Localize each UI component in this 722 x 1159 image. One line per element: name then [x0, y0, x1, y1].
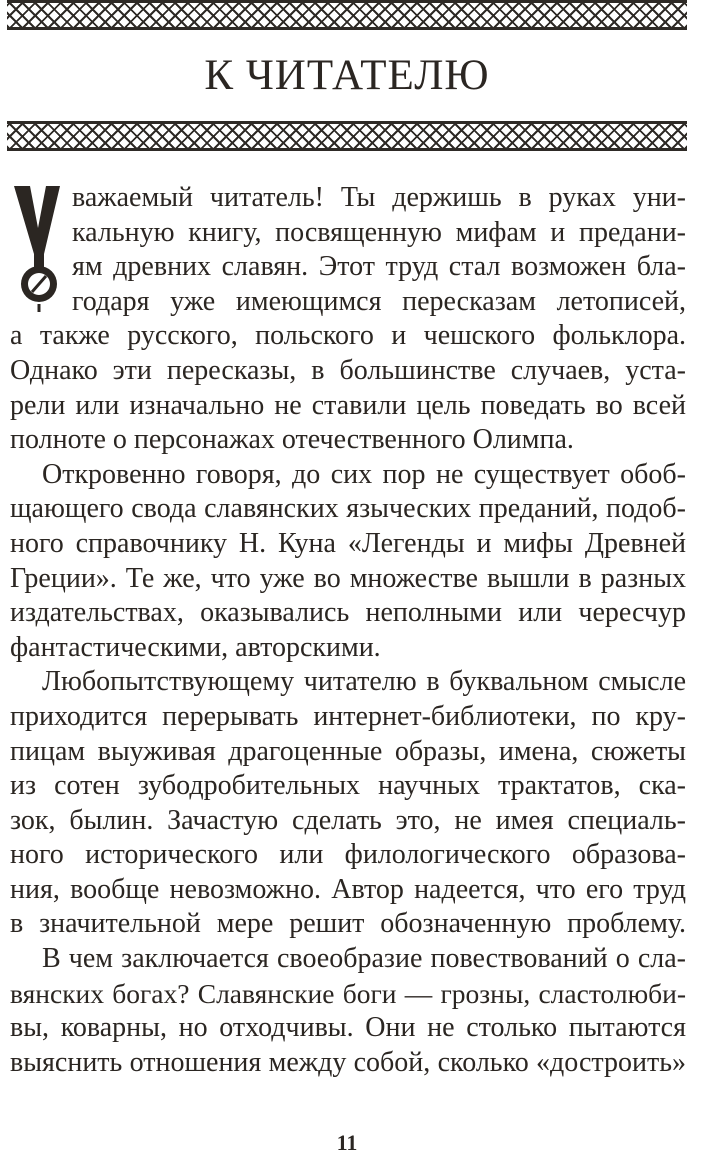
text-line: Греции». Те же, что уже во множестве вышли в разных	[10, 562, 686, 594]
text-line: ния, вообще невозможно. Автор надеется, что его труд	[10, 873, 686, 905]
text-line: Однако эти пересказы, в большинстве случаев, уста-	[10, 354, 686, 386]
text-line: Любопытствующему читателю в буквальном смысле	[42, 666, 686, 698]
paragraph-3	[10, 665, 686, 942]
text-line: пицам выуживая драгоценные образы, имена, сюжеты	[10, 735, 686, 767]
paragraph-4	[10, 942, 686, 1080]
text-line: в значительной мере решит обозначенную проблему.	[10, 908, 686, 940]
top-ornament-band	[7, 0, 687, 30]
text-line: полноте о персонажах отечественного Олимпа.	[10, 424, 574, 456]
text-line: рели или изначально не ставили цель поведать во всей	[10, 389, 686, 421]
text-line: щающего свода славянских языческих преданий, подоб-	[10, 493, 686, 525]
text-line: из сотен зубодробительных научных трактатов, ска-	[10, 770, 686, 802]
text-line: ного справочнику Н. Куна «Легенды и мифы Древней	[10, 527, 686, 559]
paragraph-2	[10, 458, 686, 666]
text-line: вы, коварны, но отходчивы. Они не столько пытаются	[10, 1012, 686, 1044]
text-line: Откровенно говоря, до сих пор не существует обоб-	[42, 458, 686, 490]
body-text	[10, 181, 686, 1080]
page-title: К ЧИТАТЕЛЮ	[204, 52, 490, 99]
text-line: В чем заключается своеобразие повествований о сла-	[42, 943, 686, 975]
text-line: годаря уже имеющимся пересказам летописей,	[72, 285, 686, 317]
text-line: зок, былин. Зачастую сделать это, не имея специаль-	[10, 804, 686, 836]
text-line: кальную книгу, посвященную мифам и предани-	[72, 216, 686, 248]
text-line: а также русского, польского и чешского фольклора.	[10, 320, 686, 352]
page-number: 11	[336, 1130, 358, 1155]
paragraph-1	[10, 181, 686, 458]
text-line: фантастическими, авторскими.	[10, 631, 381, 663]
text-line: выяснить отношения между собой, сколько «достроить»	[10, 1046, 686, 1078]
text-line: ям древних славян. Этот труд стал возможен бла-	[72, 251, 686, 283]
text-line: приходится перерывать интернет-библиотеки, по кру-	[10, 700, 686, 732]
text-line: вянских богах? Славянские боги — грозны, сластолюби-	[10, 977, 686, 1009]
bottom-ornament-band	[7, 121, 687, 151]
text-line: важаемый читатель! Ты держишь в руках уни-	[72, 182, 686, 213]
text-line: ного исторического или филологического образова-	[10, 839, 686, 871]
text-line: издательствах, оказывались неполными или чересчур	[10, 597, 686, 629]
